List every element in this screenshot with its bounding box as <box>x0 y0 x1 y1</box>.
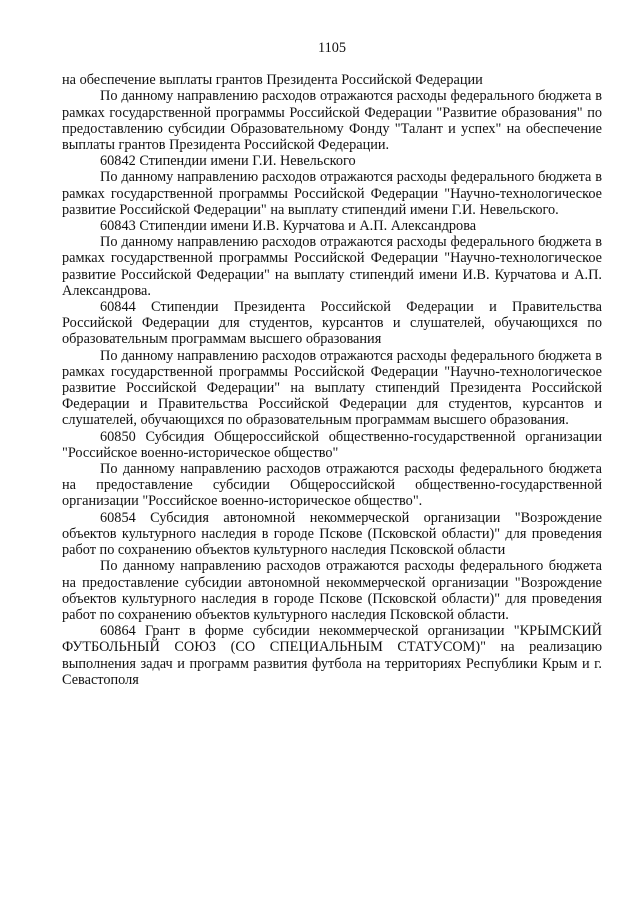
document-page <box>62 40 602 688</box>
section-heading-60844: 60844 Стипендии Президента Российской Федерации и Правительства Российской Федерации для студентов, курсантов и слушателей, обучающихся по образовательным программам высшего образования <box>62 299 602 348</box>
paragraph-60854-description: По данному направлению расходов отражаются расходы федерального бюджета на предоставление субсидии автономной некоммерческой организации "Возрождение объектов культурного наследия в городе Пскове (Псковской области)" для проведения работ по сохранению объектов культурного наследия Псковской области. <box>62 558 602 623</box>
page-number: 1105 <box>317 40 347 56</box>
section-heading-60864: 60864 Грант в форме субсидии некоммерческой организации "КРЫМСКИЙ ФУТБОЛЬНЫЙ СОЮЗ (СО СПЕЦИАЛЬНЫМ СТАТУСОМ)" на реализацию выполнения задач и программ развития футбола на территориях Республики Крым и г. Севастополя <box>62 623 602 688</box>
paragraph-60850-description: По данному направлению расходов отражаются расходы федерального бюджета на предоставление субсидии Общероссийской общественно-государственной организации "Российское военно-историческое общество". <box>62 461 602 510</box>
paragraph-grants-description: По данному направлению расходов отражаются расходы федерального бюджета в рамках государственной программы Российской Федерации "Развитие образования" по предоставлению субсидии Образовательному Фонду "Талант и успех" на обеспечение выплаты грантов Президента Российской Федерации. <box>62 88 602 154</box>
section-heading-60854: 60854 Субсидия автономной некоммерческой организации "Возрождение объектов культурного наследия в городе Пскове (Псковской области)" для проведения работ по сохранению объектов культурного наследия Псковской области <box>62 509 602 559</box>
paragraph-60843-description: По данному направлению расходов отражаются расходы федерального бюджета в рамках государственной программы Российской Федерации "Научно-технологическое развитие Российской Федерации" на выплату стипендий имени И.В. Курчатова и А.П. Александрова. <box>62 234 602 299</box>
paragraph-grants-continuation: на обеспечение выплаты грантов Президента Российской Федерации <box>62 72 483 89</box>
paragraph-60842-description: По данному направлению расходов отражаются расходы федерального бюджета в рамках государственной программы Российской Федерации "Научно-технологическое развитие Российской Федерации" на выплату стипендий имени Г.И. Невельского. <box>62 169 602 218</box>
section-heading-60843: 60843 Стипендии имени И.В. Курчатова и А.П. Александрова <box>100 218 477 235</box>
section-heading-60850: 60850 Субсидия Общероссийской общественно-государственной организации "Российское военно-историческое общество" <box>62 428 602 461</box>
section-heading-60842: 60842 Стипендии имени Г.И. Невельского <box>100 153 356 170</box>
paragraph-60844-description: По данному направлению расходов отражаются расходы федерального бюджета в рамках государственной программы Российской Федерации "Научно-технологическое развитие Российской Федерации" на выплату стипендий Президента Российской Федерации и Правительства Российской Федерации для студентов, курсантов и слушателей, обучающихся по образовательным программам высшего образования. <box>62 347 602 429</box>
